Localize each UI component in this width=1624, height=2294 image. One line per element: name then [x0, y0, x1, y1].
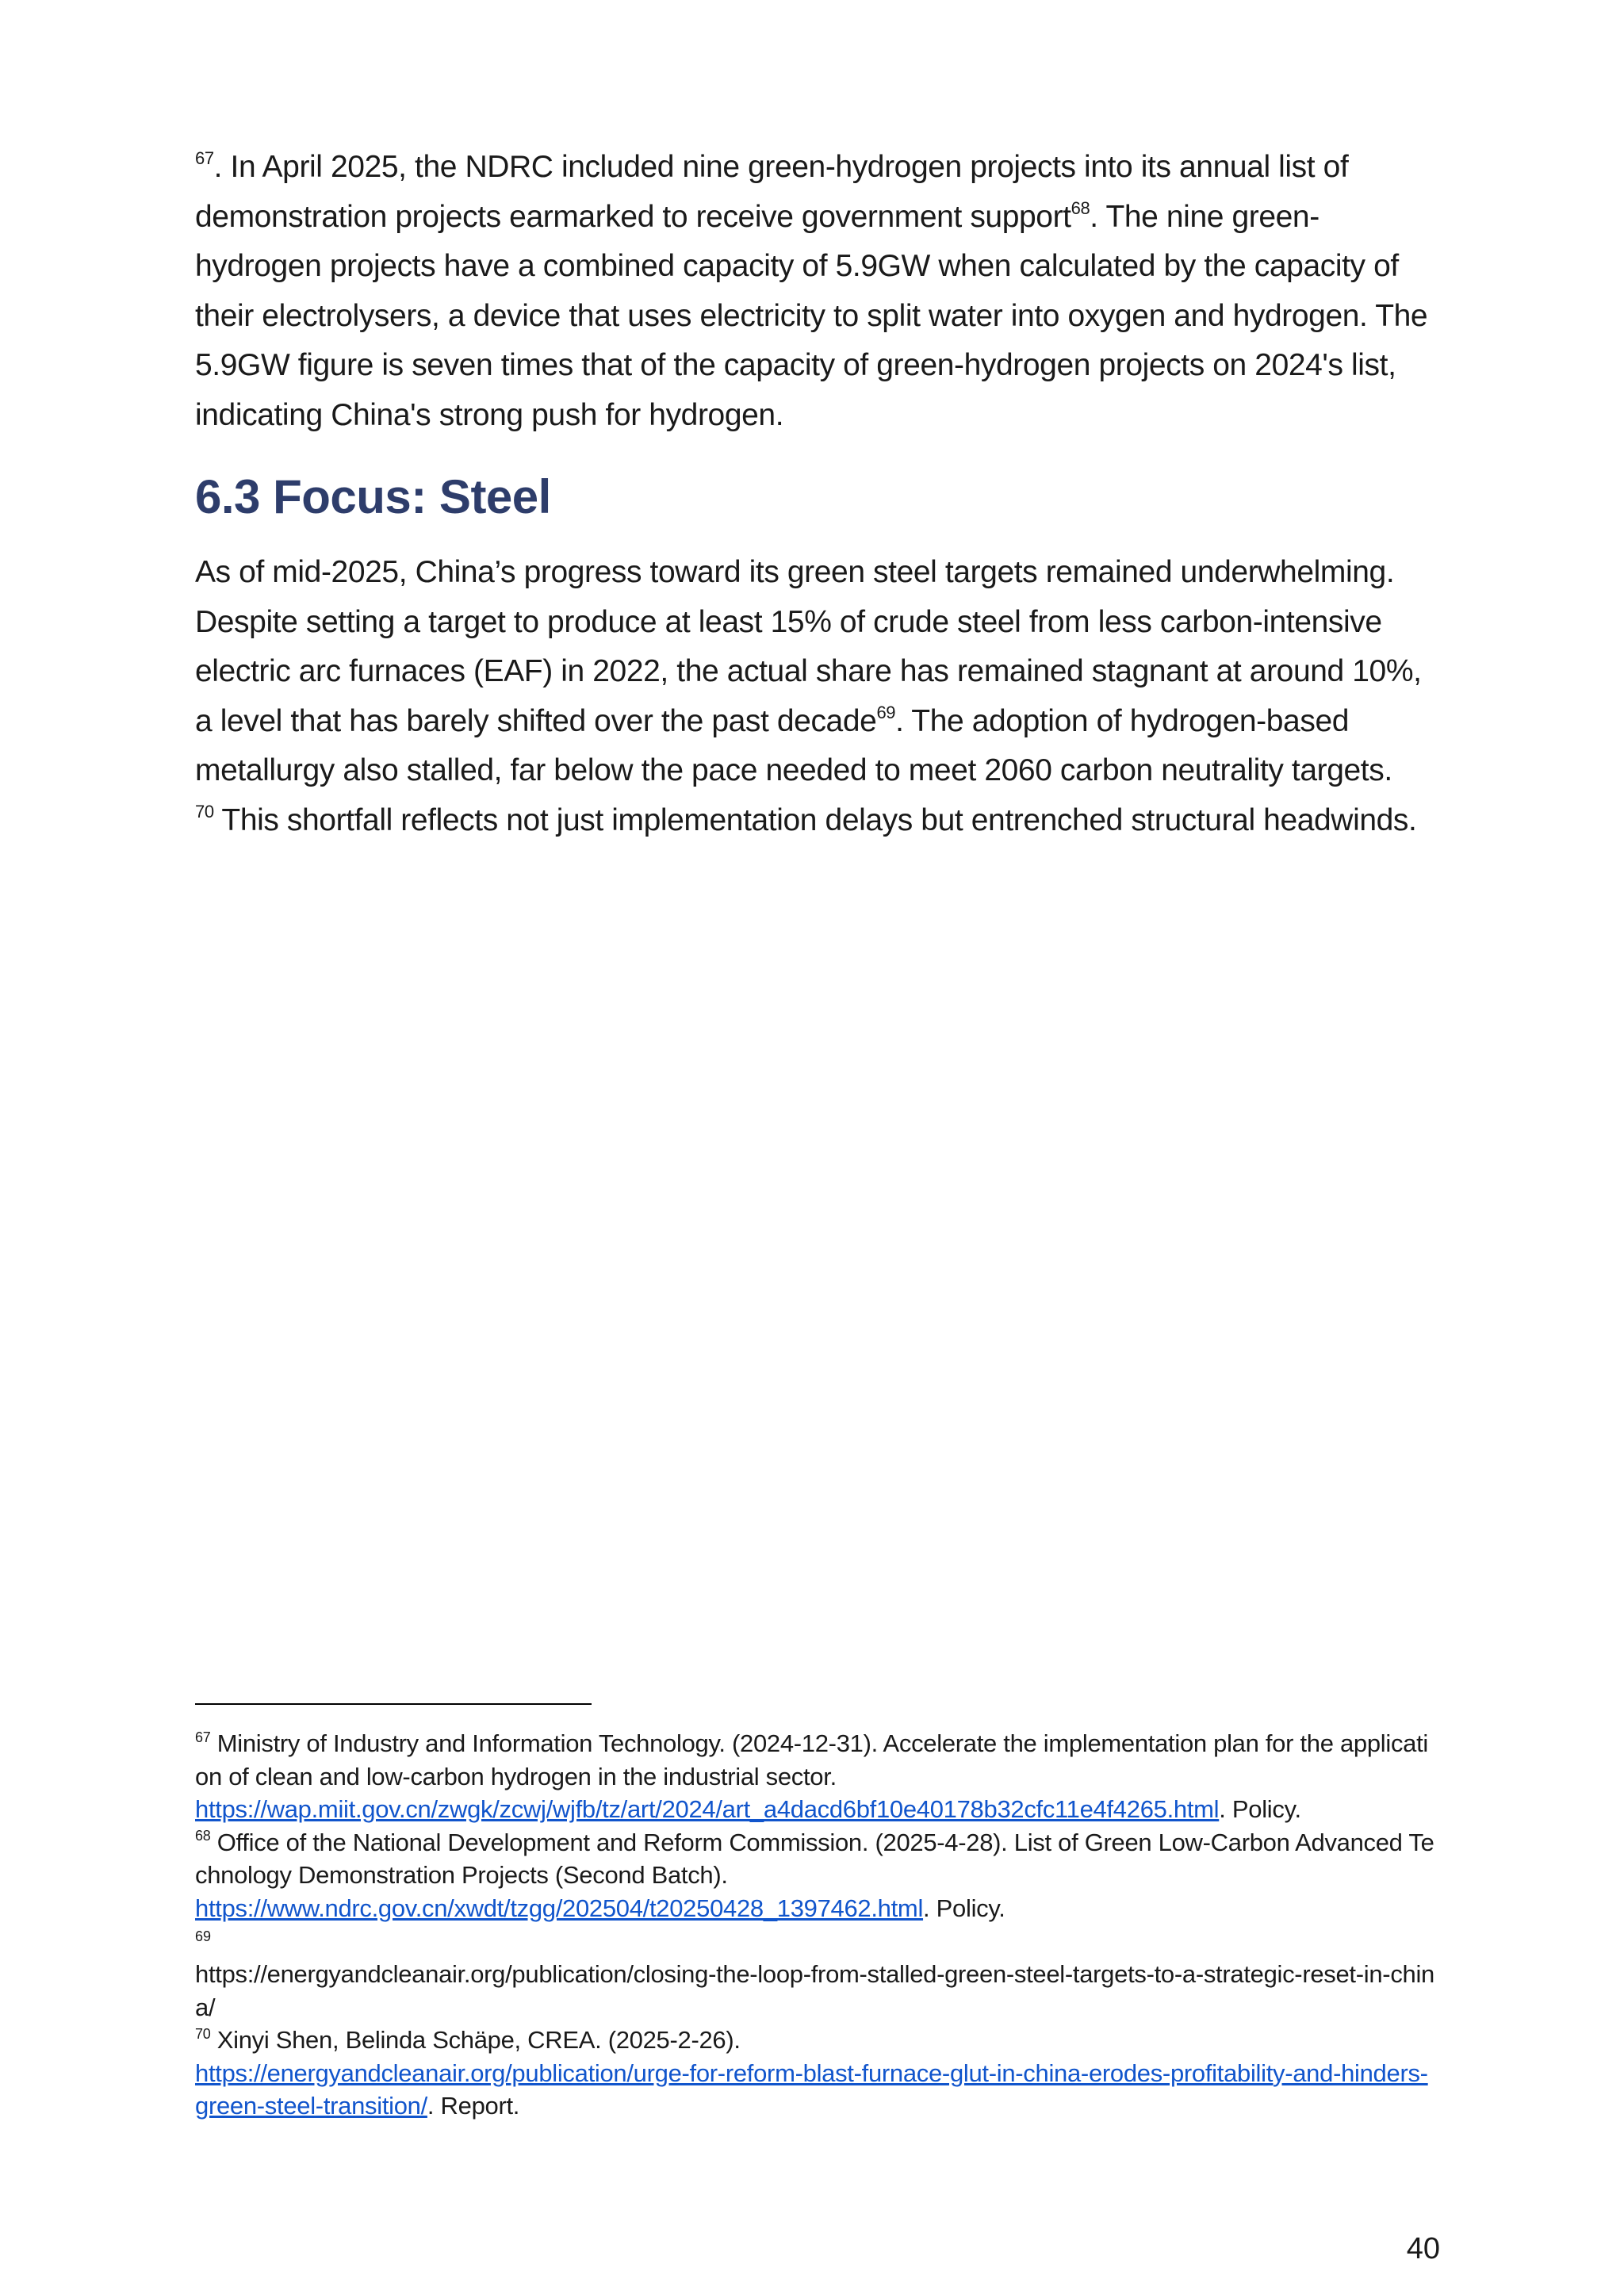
footnote-70-suffix: . Report. [427, 2092, 520, 2120]
footnote-68-suffix: . Policy. [923, 1894, 1005, 1922]
footnote-69-text: https://energyandcleanair.org/publication/closing-the-loop-from-stalled-green-steel-targets-to-a-strategic-reset-in-china/ [195, 1960, 1434, 2021]
footnote-70-link[interactable]: https://energyandcleanair.org/publication/urge-for-reform-blast-furnace-glut-in-china-erodes-profitability-and-hinders-green-steel-transition/ [195, 2058, 1428, 2120]
footnote-70 [195, 2024, 1440, 2123]
paragraph-steel-text-a: As of mid-2025, China’s progress toward its green steel targets remained underwhelming. Despite setting a target to produce at least 15% of crude steel from less carbon-intensive electric arc furnaces (EAF) in 2022, the actual share has remained stagnant at around 10%, a level that has barely shifted over the past decade [195, 555, 1422, 738]
footnote-68-link[interactable]: https://www.ndrc.gov.cn/xwdt/tzgg/202504/t20250428_1397462.html [195, 1894, 924, 1922]
footnote-68-text: Office of the National Development and Reform Commission. (2025-4-28). List of Green Low-Carbon Advanced Technology Demonstration Projects (Second Batch). [195, 1828, 1434, 1889]
footnote-number-69: 69 [195, 1928, 212, 1944]
section-heading-steel: 6.3 Focus: Steel [195, 470, 551, 523]
footnote-67 [195, 1727, 1440, 1826]
footnotes-section [195, 1703, 1440, 2123]
paragraph-steel-text-b: . The adoption of hydrogen-based metallurgy also stalled, far below the pace needed to meet 2060 carbon neutrality targets. [195, 703, 1392, 787]
footnote-separator [195, 1703, 592, 1705]
paragraph-hydrogen-text-b: . The nine green-hydrogen projects have a combined capacity of 5.9GW when calculated by the capacity of their electrolysers, a device that uses electricity to split water into oxygen and hydrogen. The 5.9GW figure is seven times that of the capacity of green-hydrogen projects on 2024's list, indicating China's strong push for hydrogen. [195, 199, 1428, 432]
footnote-68 [195, 1826, 1440, 1925]
page-number: 40 [1406, 2232, 1440, 2265]
paragraph-hydrogen [195, 143, 1440, 440]
footnote-69 [195, 1958, 1440, 2024]
footnote-70-text: Xinyi Shen, Belinda Schäpe, CREA. (2025-2-26). [210, 2026, 741, 2054]
paragraph-hydrogen-text-a: . In April 2025, the NDRC included nine green-hydrogen projects into its annual list of demonstration projects earmarked to receive government support [195, 150, 1349, 234]
footnote-67-link[interactable]: https://wap.miit.gov.cn/zwgk/zcwj/wjfb/tz/art/2024/art_a4dacd6bf10e40178b32cfc11e4f4265.html [195, 1795, 1220, 1823]
footnote-number-70: 70 [195, 2025, 211, 2042]
footnote-number-68: 68 [195, 1828, 211, 1844]
footnote-ref-68[interactable]: 68 [1071, 197, 1090, 218]
footnote-67-suffix: . Policy. [1219, 1795, 1301, 1823]
main-content [195, 143, 1440, 845]
footnote-ref-69[interactable]: 69 [876, 702, 896, 722]
paragraph-steel [195, 548, 1440, 845]
paragraph-steel-text-c: This shortfall reflects not just implementation delays but entrenched structural headwinds. [213, 802, 1417, 837]
footnote-number-67: 67 [195, 1729, 211, 1745]
footnote-ref-67[interactable]: 67 [195, 148, 214, 168]
footnote-67-text: Ministry of Industry and Information Technology. (2024-12-31). Accelerate the implementation plan for the application of clean and low-carbon hydrogen in the industrial sector. [195, 1729, 1428, 1790]
footnote-ref-70[interactable]: 70 [195, 801, 214, 821]
